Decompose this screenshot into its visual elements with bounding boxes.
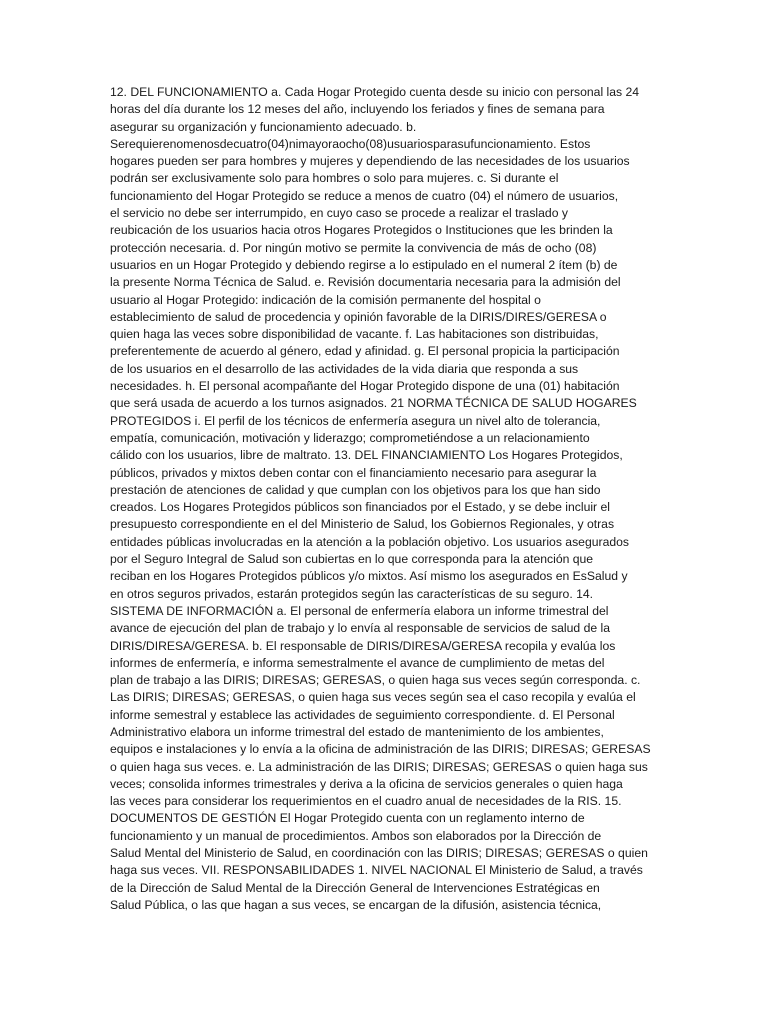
text-line: por el Seguro Integral de Salud son cubiertas en lo que corresponda para la atención que [110,552,594,567]
text-line: reubicación de los usuarios hacia otros Hogares Protegidos o Instituciones que les brinden la [110,223,613,238]
text-line: reciban en los Hogares Protegidos públicos y/o mixtos. Así mismo los asegurados en EsSalud y [110,569,628,584]
text-line: protección necesaria. d. Por ningún motivo se permite la convivencia de más de ocho (08) [110,240,597,255]
text-line: Salud Mental del Ministerio de Salud, en coordinación con las DIRIS; DIRESAS; GERESAS o quien [110,846,648,861]
text-line: Administrativo elabora un informe trimestral del estado de mantenimiento de los ambientes, [110,724,604,739]
text-line: funcionamiento del Hogar Protegido se reduce a menos de cuatro (04) el número de usuarios, [110,188,619,203]
text-line: cálido con los usuarios, libre de maltrato. 13. DEL FINANCIAMIENTO Los Hogares Protegidos, [110,448,623,463]
text-line: las veces para considerar los requerimientos en el cuadro anual de necesidades de la RIS. 15. [110,794,622,809]
text-line: que será usada de acuerdo a los turnos asignados. 21 NORMA TÉCNICA DE SALUD HOGARES [110,396,637,411]
text-line: funcionamiento y un manual de procedimientos. Ambos son elaborados por la Dirección de [110,828,602,843]
text-line: prestación de atenciones de calidad y que cumplan con los objetivos para los que han sido [110,482,601,497]
text-line: podrán ser exclusivamente solo para hombres o solo para mujeres. c. Si durante el [110,171,559,186]
text-line: equipos e instalaciones y lo envía a la oficina de administración de las DIRIS; DIRESAS; GERESAS [110,742,651,757]
text-line: o quien haga sus veces. e. La administración de las DIRIS; DIRESAS; GERESAS o quien haga sus [110,759,648,774]
text-line: veces; consolida informes trimestrales y deriva a la oficina de servicios generales o quien haga [110,776,623,791]
text-line: plan de trabajo a las DIRIS; DIRESAS; GERESAS, o quien haga sus veces según corresponda. c. [110,673,641,688]
text-line: informes de enfermería, e informa semestralmente el avance de cumplimiento de metas del [110,655,605,670]
text-line: haga sus veces. VII. RESPONSABILIDADES 1. NIVEL NACIONAL El Ministerio de Salud, a través [110,863,643,878]
text-line: SISTEMA DE INFORMACIÓN a. El personal de enfermería elabora un informe trimestral del [110,603,609,618]
text-line: usuario al Hogar Protegido: indicación de la comisión permanente del hospital o [110,292,541,307]
text-line: preferentemente de acuerdo al género, edad y afinidad. g. El personal propicia la participación [110,344,620,359]
text-line: empatía, comunicación, motivación y liderazgo; comprometiéndose a un relacionamiento [110,430,590,445]
text-line: avance de ejecución del plan de trabajo y lo envía al responsable de servicios de salud de la [110,621,611,636]
text-line: establecimiento de salud de procedencia y opinión favorable de la DIRIS/DIRES/GERESA o [110,309,607,324]
text-line: públicos, privados y mixtos deben contar con el financiamiento necesario para asegurar la [110,465,597,480]
text-line: quien haga las veces sobre disponibilidad de vacante. f. Las habitaciones son distribuidas, [110,327,599,342]
text-line: presupuesto correspondiente en el del Ministerio de Salud, los Gobiernos Regionales, y otras [110,517,615,532]
text-line: la presente Norma Técnica de Salud. e. Revisión documentaria necesaria para la admisión del [110,275,621,290]
text-line: informe semestral y establece las actividades de seguimiento correspondiente. d. El Personal [110,707,615,722]
text-line: usuarios en un Hogar Protegido y debiendo regirse a lo estipulado en el numeral 2 ítem (b) de [110,257,618,272]
text-line: hogares pueden ser para hombres y mujeres y dependiendo de las necesidades de los usuarios [110,154,630,169]
text-line: entidades públicas involucradas en la atención a la población objetivo. Los usuarios asegurados [110,534,629,549]
text-line: horas del día durante los 12 meses del año, incluyendo los feriados y fines de semana para [110,102,605,117]
text-line: de la Dirección de Salud Mental de la Dirección General de Intervenciones Estratégicas en [110,880,600,895]
text-line: creados. Los Hogares Protegidos públicos son financiados por el Estado, y se debe incluir el [110,500,610,515]
text-line: en otros seguros privados, estarán protegidos según las características de su seguro. 14. [110,586,594,601]
text-line: Salud Pública, o las que hagan a sus veces, se encargan de la difusión, asistencia técnica, [110,897,602,912]
body-text [110,84,655,914]
text-line: 12. DEL FUNCIONAMIENTO a. Cada Hogar Protegido cuenta desde su inicio con personal las 24 [110,85,640,99]
text-line: asegurar su organización y funcionamiento adecuado. b. [110,119,417,134]
text-line: de los usuarios en el desarrollo de las actividades de la vida diaria que responda a sus [110,361,579,376]
text-line: PROTEGIDOS i. El perfil de los técnicos de enfermería asegura un nivel alto de tolerancia, [110,413,601,428]
text-line: necesidades. h. El personal acompañante del Hogar Protegido dispone de una (01) habitación [110,379,620,394]
text-line: DOCUMENTOS DE GESTIÓN El Hogar Protegido cuenta con un reglamento interno de [110,811,585,826]
text-line: DIRIS/DIRESA/GERESA. b. El responsable de DIRIS/DIRESA/GERESA recopila y evalúa los [110,638,616,653]
text-line: Serequierenomenosdecuatro(04)nimayoraocho(08)usuariosparasufuncionamiento. Estos [110,136,591,151]
text-line: el servicio no debe ser interrumpido, en cuyo caso se procede a realizar el traslado y [110,206,568,221]
text-line: Las DIRIS; DIRESAS; GERESAS, o quien haga sus veces según sea el caso recopila y evalúa el [110,690,636,705]
